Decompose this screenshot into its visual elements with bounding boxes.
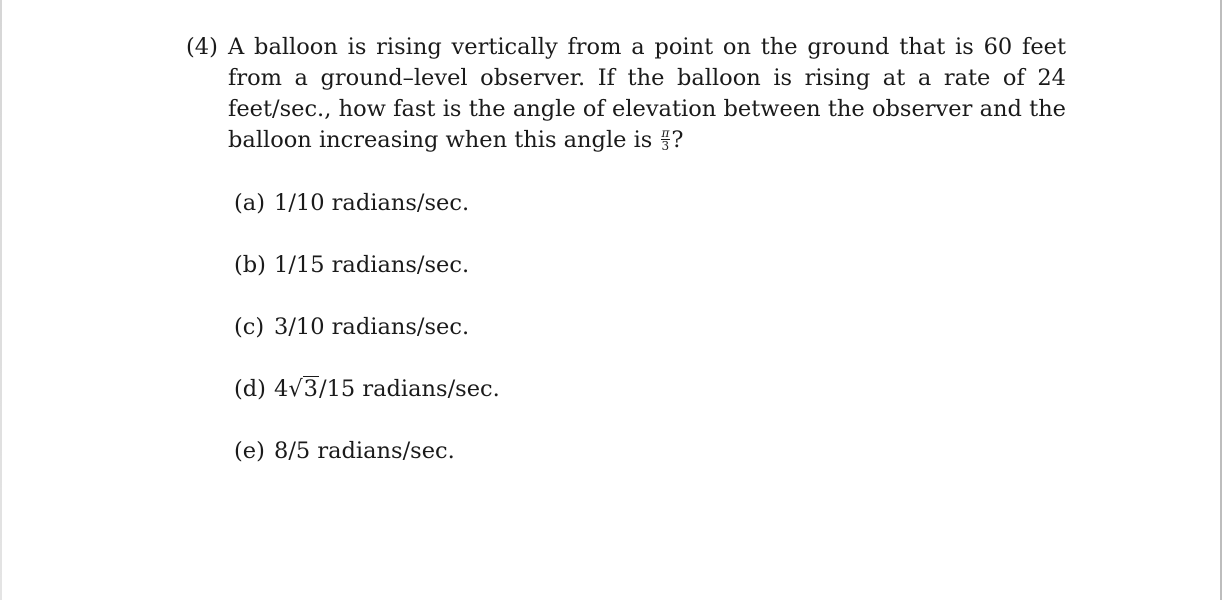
problem-text [228, 32, 1066, 156]
square-root [288, 374, 319, 405]
choice-coefficient: 4 [274, 376, 289, 402]
radical-symbol: √ [288, 376, 303, 402]
choice-c [234, 312, 500, 343]
angle-fraction [661, 127, 671, 152]
choice-label: (d) [234, 376, 266, 402]
choice-e [234, 436, 500, 467]
choice-label: (e) [234, 438, 265, 464]
angle-denominator: 3 [661, 138, 670, 153]
page-left-edge [0, 0, 2, 600]
problem-text-main: A balloon is rising vertically from a point on the ground that is 60 feet from a ground–level observer. If the balloon is rising at a rate of 24 feet/sec., how fast is the angle of elevation between the observer and the balloon increasing when this angle is [228, 34, 1066, 153]
choice-text: 8/5 radians/sec. [274, 438, 455, 464]
choice-text: 1/15 radians/sec. [274, 252, 470, 278]
problem-number: (4) [186, 34, 218, 60]
choice-label: (c) [234, 314, 265, 340]
page-right-edge [1220, 0, 1222, 600]
choice-text: 3/10 radians/sec. [274, 314, 470, 340]
answer-choices [234, 188, 500, 498]
choice-b [234, 250, 500, 281]
question-mark: ? [671, 127, 684, 153]
choice-text: 1/10 radians/sec. [274, 190, 470, 216]
radicand: 3 [303, 376, 318, 402]
angle-numerator: π [661, 125, 670, 140]
problem-statement [186, 32, 1066, 156]
choice-label: (b) [234, 252, 266, 278]
choice-label: (a) [234, 190, 265, 216]
choice-a [234, 188, 500, 219]
choice-d [234, 374, 500, 405]
choice-text-rest: /15 radians/sec. [319, 376, 500, 402]
